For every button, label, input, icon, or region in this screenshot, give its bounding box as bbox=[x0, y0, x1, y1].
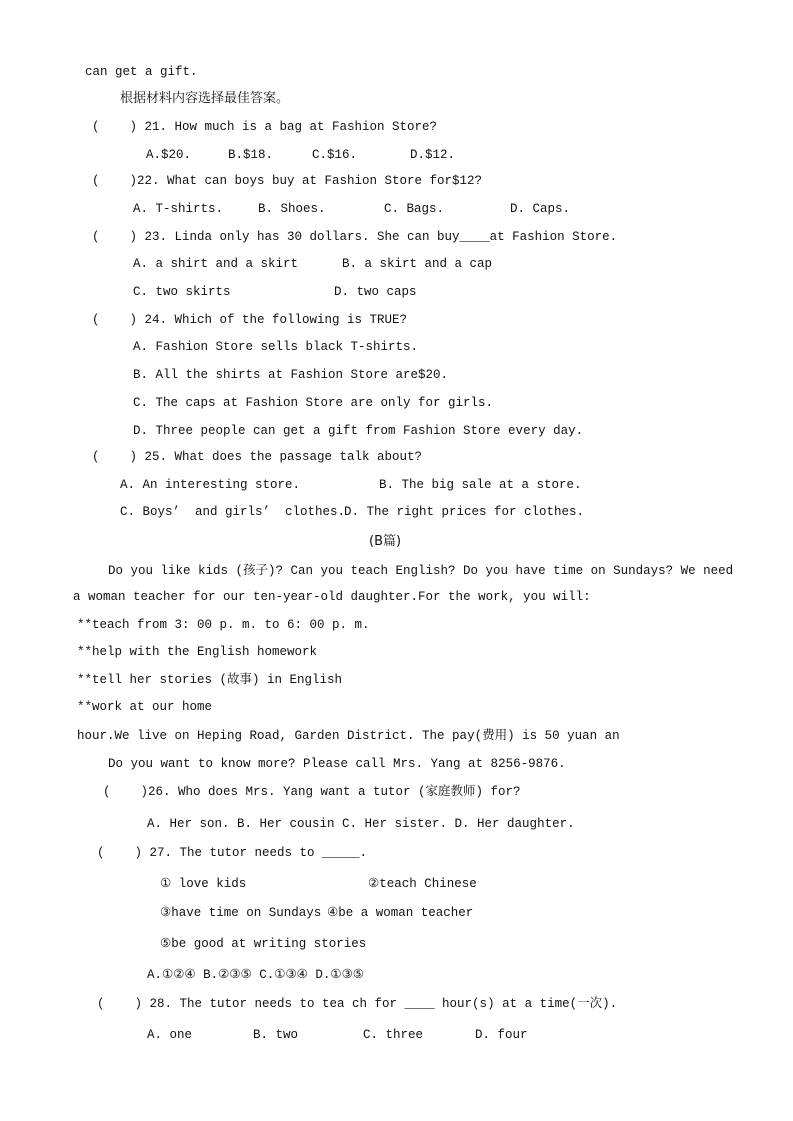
q27-item-3: ③have time on Sundays bbox=[160, 906, 322, 920]
q21-option-b[interactable]: B.$18. bbox=[228, 148, 274, 162]
q24-option-c[interactable]: C. The caps at Fashion Store are only for girls. bbox=[133, 396, 494, 410]
question-24-stem: ( ) 24. Which of the following is TRUE? bbox=[92, 313, 408, 327]
question-28-stem: ( ) 28. The tutor needs to tea ch for ____ hour(s) at a time(一次). bbox=[97, 997, 618, 1011]
q27-item-1: ① love kids bbox=[160, 877, 247, 891]
q28-option-c[interactable]: C. three bbox=[363, 1028, 424, 1042]
q23-option-a[interactable]: A. a shirt and a skirt bbox=[133, 257, 299, 271]
q25-option-c[interactable]: C. Boys’ and girls’ clothes. bbox=[120, 505, 346, 519]
q22-option-b[interactable]: B. Shoes. bbox=[258, 202, 326, 216]
q25-option-b[interactable]: B. The big sale at a store. bbox=[379, 478, 582, 492]
passage-line-5: **tell her stories (故事) in English bbox=[77, 673, 343, 687]
instruction: 根据材料内容选择最佳答案。 bbox=[120, 91, 290, 106]
passage-line-4: **help with the English homework bbox=[77, 645, 318, 659]
q28-option-a[interactable]: A. one bbox=[147, 1028, 193, 1042]
q24-option-b[interactable]: B. All the shirts at Fashion Store are$20. bbox=[133, 368, 449, 382]
q27-options[interactable]: A.①②④ B.②③⑤ C.①③④ D.①③⑤ bbox=[147, 968, 364, 982]
q22-option-c[interactable]: C. Bags. bbox=[384, 202, 445, 216]
question-26-stem: ( )26. Who does Mrs. Yang want a tutor (家庭教师) for? bbox=[103, 785, 521, 799]
section-b-heading: (B篇) bbox=[369, 534, 402, 549]
q28-option-d[interactable]: D. four bbox=[475, 1028, 528, 1042]
q23-option-b[interactable]: B. a skirt and a cap bbox=[342, 257, 493, 271]
passage-line-8: Do you want to know more? Please call Mrs. Yang at 8256-9876. bbox=[108, 757, 566, 771]
passage-line-2: a woman teacher for our ten-year-old daughter.For the work, you will: bbox=[73, 590, 591, 604]
q22-option-a[interactable]: A. T-shirts. bbox=[133, 202, 224, 216]
q27-item-2: ②teach Chinese bbox=[368, 877, 477, 891]
question-27-stem: ( ) 27. The tutor needs to _____. bbox=[97, 846, 368, 860]
q27-item-5: ⑤be good at writing stories bbox=[160, 937, 367, 951]
question-21-stem: ( ) 21. How much is a bag at Fashion Store? bbox=[92, 120, 438, 134]
passage-line-3: **teach from 3: 00 p. m. to 6: 00 p. m. bbox=[77, 618, 370, 632]
q21-option-d[interactable]: D.$12. bbox=[410, 148, 456, 162]
passage-line-7: hour.We live on Heping Road, Garden District. The pay(费用) is 50 yuan an bbox=[77, 729, 620, 743]
q21-option-a[interactable]: A.$20. bbox=[146, 148, 192, 162]
q24-option-a[interactable]: A. Fashion Store sells black T-shirts. bbox=[133, 340, 419, 354]
intro-tail: can get a gift. bbox=[85, 65, 198, 79]
q22-option-d[interactable]: D. Caps. bbox=[510, 202, 571, 216]
q21-option-c[interactable]: C.$16. bbox=[312, 148, 358, 162]
question-25-stem: ( ) 25. What does the passage talk about? bbox=[92, 450, 423, 464]
q23-option-c[interactable]: C. two skirts bbox=[133, 285, 231, 299]
q28-option-b[interactable]: B. two bbox=[253, 1028, 299, 1042]
passage-line-1: Do you like kids (孩子)? Can you teach English? Do you have time on Sundays? We need bbox=[108, 564, 734, 578]
q23-option-d[interactable]: D. two caps bbox=[334, 285, 417, 299]
q25-option-d[interactable]: D. The right prices for clothes. bbox=[344, 505, 585, 519]
question-22-stem: ( )22. What can boys buy at Fashion Store for$12? bbox=[92, 174, 483, 188]
passage-line-6: **work at our home bbox=[77, 700, 213, 714]
question-23-stem: ( ) 23. Linda only has 30 dollars. She can buy____at Fashion Store. bbox=[92, 230, 618, 244]
q26-options[interactable]: A. Her son. B. Her cousin C. Her sister. D. Her daughter. bbox=[147, 817, 575, 831]
q24-option-d[interactable]: D. Three people can get a gift from Fashion Store every day. bbox=[133, 424, 584, 438]
q25-option-a[interactable]: A. An interesting store. bbox=[120, 478, 301, 492]
q27-item-4: ④be a woman teacher bbox=[327, 906, 474, 920]
